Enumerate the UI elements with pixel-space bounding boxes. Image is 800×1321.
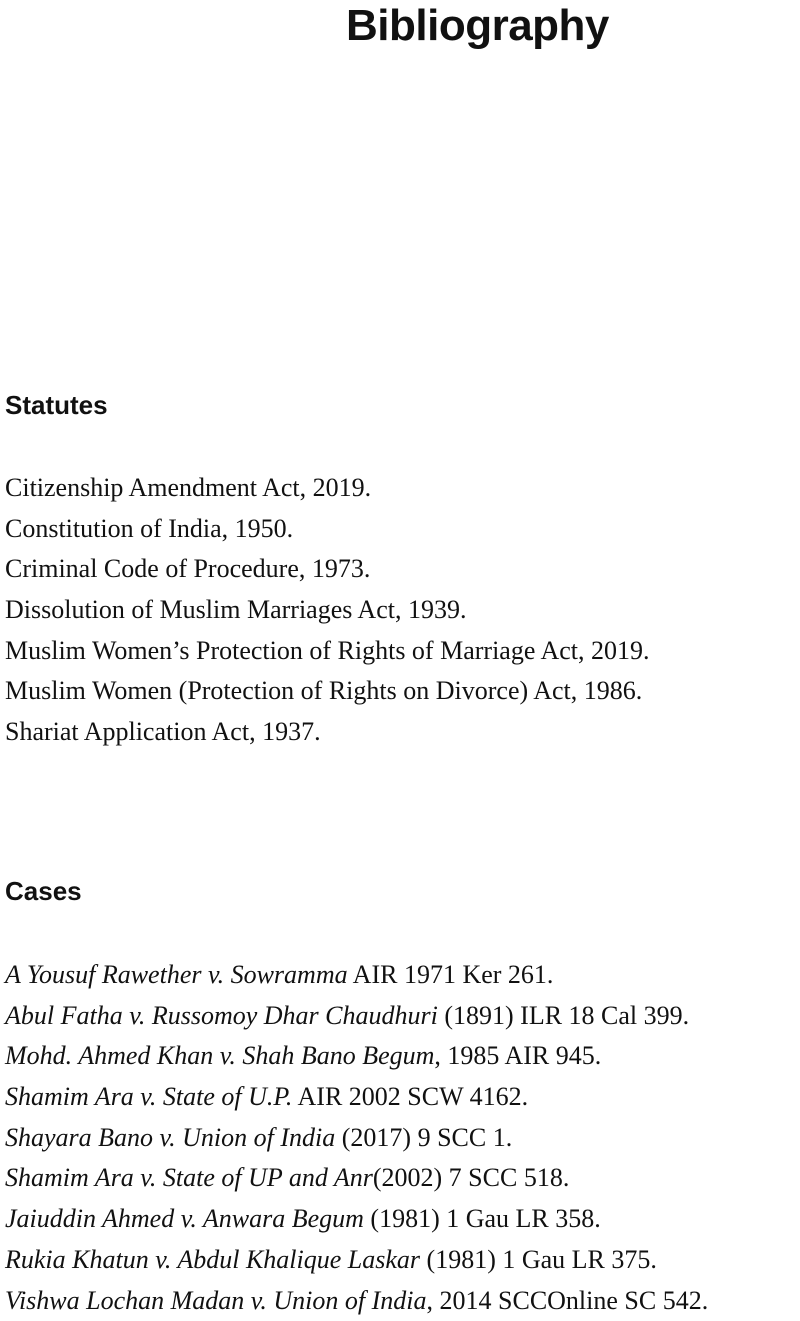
case-entry — [5, 1077, 708, 1118]
statute-entry: Dissolution of Muslim Marriages Act, 1939. — [5, 590, 649, 631]
case-entry — [5, 1118, 708, 1159]
case-entry — [5, 1199, 708, 1240]
cases-list — [5, 955, 708, 1321]
case-name: Mohd. Ahmed Khan v. Shah Bano Begum — [5, 1041, 434, 1070]
case-citation: AIR 1971 Ker 261. — [348, 960, 554, 989]
case-citation: (1891) ILR 18 Cal 399. — [438, 1001, 689, 1030]
page-title: Bibliography — [346, 0, 609, 54]
statute-entry: Constitution of India, 1950. — [5, 509, 649, 550]
case-entry — [5, 1158, 708, 1199]
case-name: Jaiuddin Ahmed v. Anwara Begum — [5, 1204, 364, 1233]
case-citation: AIR 2002 SCW 4162. — [292, 1082, 528, 1111]
statute-entry: Criminal Code of Procedure, 1973. — [5, 549, 649, 590]
case-entry — [5, 1281, 708, 1321]
case-name: Vishwa Lochan Madan v. Union of India — [5, 1286, 427, 1315]
case-name: Shayara Bano v. Union of India — [5, 1123, 335, 1152]
statute-entry: Citizenship Amendment Act, 2019. — [5, 468, 649, 509]
case-citation: (2002) 7 SCC 518. — [373, 1163, 569, 1192]
case-name: Abul Fatha v. Russomoy Dhar Chaudhuri — [5, 1001, 438, 1030]
case-entry — [5, 1240, 708, 1281]
case-citation: (1981) 1 Gau LR 358. — [364, 1204, 601, 1233]
case-entry — [5, 996, 708, 1037]
statutes-list — [5, 468, 649, 753]
statutes-heading: Statutes — [5, 388, 108, 422]
case-name: Rukia Khatun v. Abdul Khalique Laskar — [5, 1245, 420, 1274]
case-name: Shamim Ara v. State of U.P. — [5, 1082, 292, 1111]
case-entry — [5, 955, 708, 996]
cases-heading: Cases — [5, 874, 82, 908]
case-name: Shamim Ara v. State of UP and Anr — [5, 1163, 373, 1192]
case-name: A Yousuf Rawether v. Sowramma — [5, 960, 348, 989]
case-citation: (1981) 1 Gau LR 375. — [420, 1245, 657, 1274]
case-citation: , 1985 AIR 945. — [434, 1041, 601, 1070]
statute-entry: Shariat Application Act, 1937. — [5, 712, 649, 753]
statute-entry: Muslim Women (Protection of Rights on Divorce) Act, 1986. — [5, 671, 649, 712]
statute-entry: Muslim Women’s Protection of Rights of Marriage Act, 2019. — [5, 631, 649, 672]
case-entry — [5, 1036, 708, 1077]
case-citation: , 2014 SCCOnline SC 542. — [427, 1286, 709, 1315]
case-citation: (2017) 9 SCC 1. — [335, 1123, 512, 1152]
